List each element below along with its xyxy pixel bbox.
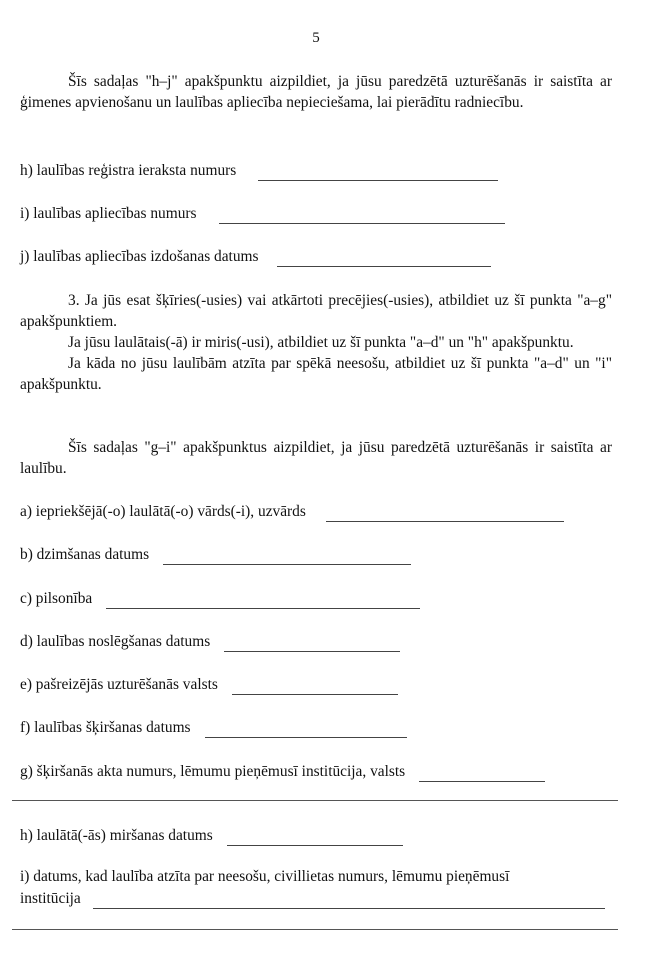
section-3-paragraph-1: 3. Ja jūs esat šķīries(-usies) vai atkārtoti precējies(-usies), atbildiet uz šī punkta "a–g" apakšpunktiem. [20,292,612,330]
field-e-current-residence-country [20,673,618,695]
field-h-marriage-registry-number [20,159,618,181]
field-i-annulment [20,866,612,887]
section-3-paragraph-2: Ja jūsu laulātais(-ā) ir miris(-usi), atbildiet uz šī punkta "a–d" un "h" apakšpunktu. [68,334,574,351]
field-a-blank[interactable] [326,520,564,522]
intro-hj-paragraph: Šīs sadaļas "h–j" apakšpunktu aizpildiet, ja jūsu paredzētā uzturēšanās ir saistīta ar ģimenes apvienošanu un laulības apliecība nepieciešama, lai pierādītu radniecību. [20,73,612,111]
field-f-label: f) laulības šķiršanas datums [20,719,191,736]
intro-gi-paragraph: Šīs sadaļas "g–i" apakšpunktus aizpildiet, ja jūsu paredzētā uzturēšanās ir saistīta ar laulību. [20,439,612,477]
field-h2-label: h) laulātā(-ās) miršanas datums [20,827,213,844]
field-g-continuation-line[interactable] [12,800,618,801]
field-g-divorce-act [20,760,618,782]
field-j-label: j) laulības apliecības izdošanas datums [20,248,259,265]
field-a-label: a) iepriekšējā(-o) laulātā(-o) vārds(-i), uzvārds [20,503,306,520]
field-b-birth-date [20,543,618,565]
field-h-blank[interactable] [258,179,498,181]
field-b-blank[interactable] [163,563,411,565]
field-h-label: h) laulības reģistra ieraksta numurs [20,162,237,179]
field-d-label: d) laulības noslēgšanas datums [20,633,211,650]
section-3 [20,290,612,395]
field-b-label: b) dzimšanas datums [20,546,150,563]
field-i2-blank[interactable] [93,907,605,909]
field-i-certificate-number [20,202,618,224]
field-c-label: c) pilsonība [20,590,93,607]
field-i-annulment-line2 [20,887,618,909]
field-d-marriage-date [20,630,618,652]
page-number: 5 [312,30,320,46]
field-c-blank[interactable] [106,607,420,609]
field-c-citizenship [20,587,618,609]
field-h-spouse-death-date [20,824,618,846]
field-j-certificate-issue-date [20,245,618,267]
field-i2-label-line2: institūcija [20,890,81,907]
field-h2-blank[interactable] [227,844,403,846]
field-e-blank[interactable] [232,693,398,695]
field-i-blank[interactable] [219,222,505,224]
field-g-blank[interactable] [419,780,545,782]
field-d-blank[interactable] [224,650,400,652]
field-e-label: e) pašreizējās uzturēšanās valsts [20,676,218,693]
field-i-label: i) laulības apliecības numurs [20,205,197,222]
field-j-blank[interactable] [277,265,491,267]
field-g-label: g) šķiršanās akta numurs, lēmumu pieņēmusī institūcija, valsts [20,763,406,780]
field-i-continuation-line[interactable] [12,929,618,930]
section-3-paragraph-3: Ja kāda no jūsu laulībām atzīta par spēkā neesošu, atbildiet uz šī punkta "a–d" un "i" apakšpunktu. [20,355,612,393]
field-a-previous-spouse-name [20,500,618,522]
field-i2-label-line1: i) datums, kad laulība atzīta par neesošu, civillietas numurs, lēmumu pieņēmusī [20,868,510,885]
field-f-blank[interactable] [205,736,407,738]
field-f-divorce-date [20,716,618,738]
